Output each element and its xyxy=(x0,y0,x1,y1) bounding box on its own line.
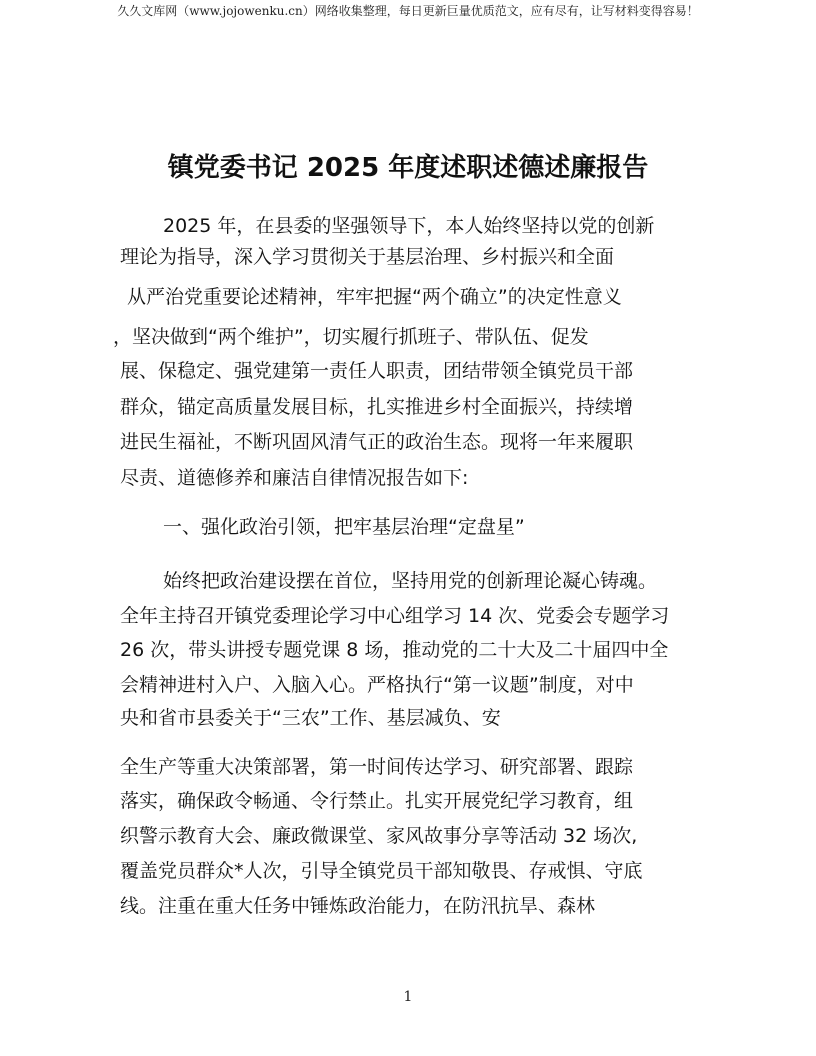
body-line: 2025 年，在县委的坚强领导下，本人始终坚持以党的创新 xyxy=(163,215,655,237)
page-header: 久久文库网（www.jojowenku.cn）网络收集整理，每日更新巨量优质范文，应有尽有，让写材料变得容易！ xyxy=(117,4,699,18)
body-line: 理论为指导，深入学习贯彻关于基层治理、乡村振兴和全面 xyxy=(120,246,615,268)
body-line: 全生产等重大决策部署，第一时间传达学习、研究部署、跟踪 xyxy=(120,756,634,778)
body-line: 从严治党重要论述精神，牢牢把握“两个确立”的决定性意义 xyxy=(127,286,622,308)
body-line: 落实，确保政令畅通、令行禁止。扎实开展党纪学习教育，组 xyxy=(120,790,634,812)
body-line: ，坚决做到“两个维护”，切实履行抓班子、带队伍、促发 xyxy=(113,326,589,348)
body-line: 会精神进村入户、入脑入心。严格执行“第一议题”制度，对中 xyxy=(120,674,634,696)
section-heading: 一、强化政治引领，把牢基层治理“定盘星” xyxy=(163,516,525,538)
body-line: 织警示教育大会、廉政微课堂、家风故事分享等活动 32 场次, xyxy=(120,825,638,847)
document-title: 镇党委书记 2025 年度述职述德述廉报告 xyxy=(167,153,649,183)
page-number: 1 xyxy=(403,989,413,1005)
body-line: 央和省市县委关于“三农”工作、基层减负、安 xyxy=(120,707,501,729)
body-line: 26 次，带头讲授专题党课 8 场，推动党的二十大及二十届四中全 xyxy=(120,639,669,661)
body-line: 展、保稳定、强党建第一责任人职责，团结带领全镇党员干部 xyxy=(120,360,634,382)
body-line: 进民生福祉，不断巩固风清气正的政治生态。现将一年来履职 xyxy=(120,431,634,453)
body-line: 群众，锚定高质量发展目标，扎实推进乡村全面振兴，持续增 xyxy=(120,396,634,418)
body-line: 线。注重在重大任务中锤炼政治能力，在防汛抗旱、森林 xyxy=(120,895,596,917)
body-line: 始终把政治建设摆在首位，坚持用党的创新理论凝心铸魂。 xyxy=(163,570,658,592)
body-line: 覆盖党员群众*人次，引导全镇党员干部知敬畏、存戒惧、守底 xyxy=(120,860,643,882)
body-line: 尽责、道德修养和廉洁自律情况报告如下: xyxy=(120,467,469,489)
body-line: 全年主持召开镇党委理论学习中心组学习 14 次、党委会专题学习 xyxy=(120,605,670,627)
